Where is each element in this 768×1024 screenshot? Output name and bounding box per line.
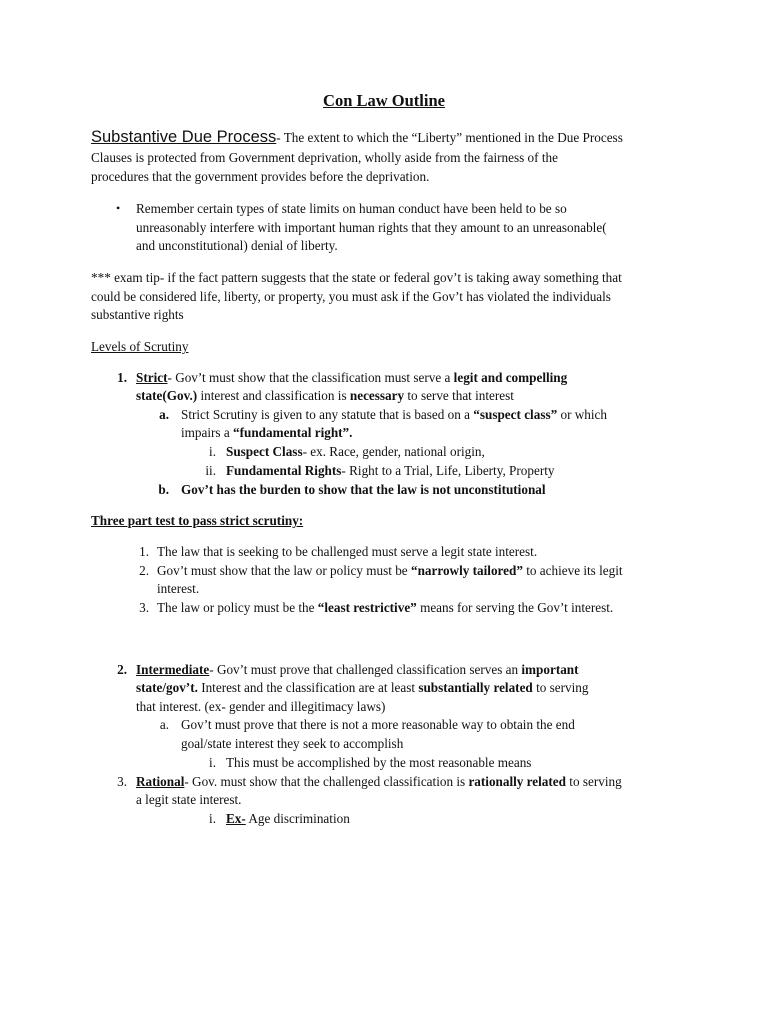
levels-heading: Levels of Scrutiny [91, 339, 189, 354]
rational-example-label: Ex- [226, 811, 246, 826]
fundamental-rights-label: Fundamental Rights [226, 463, 342, 478]
suspect-class-text: - ex. Race, gender, national origin, [302, 444, 485, 459]
three-part-3b: “least restrictive” [317, 600, 417, 615]
rational-i-line [226, 810, 350, 828]
three-part-2c: to achieve its legit [522, 563, 623, 578]
intermediate-a-number: a. [159, 717, 169, 732]
rational-example-text: Age discrimination [245, 811, 350, 826]
three-part-heading: Three part test to pass strict scrutiny: [91, 513, 304, 528]
strict-a-text-2a: impairs a [181, 425, 234, 440]
three-part-item-2-line-1 [157, 562, 623, 580]
tip-line-2: could be considered life, liberty, or property, you must ask if the Gov’t has violated the individuals [91, 289, 611, 304]
strict-a-text-2b: “fundamental right”. [233, 425, 353, 440]
intermediate-line-2 [136, 679, 588, 697]
suspect-class-label: Suspect Class [226, 444, 303, 459]
strict-a-number: a. [159, 407, 169, 422]
strict-text-1b: legit and compelling [453, 370, 568, 385]
strict-line-2 [136, 387, 514, 405]
intermediate-a-line-2: goal/state interest they seek to accomplish [181, 736, 404, 751]
strict-i-line [226, 443, 485, 461]
strict-b-number: b. [158, 482, 169, 497]
strict-a-text-1c: or which [557, 407, 607, 422]
tip-line-3: substantive rights [91, 307, 184, 322]
strict-b-line: Gov’t has the burden to show that the law is not unconstitutional [181, 482, 546, 497]
tip-line-1: *** exam tip- if the fact pattern suggests that the state or federal gov’t is taking away something that [91, 270, 622, 285]
three-part-3a: The law or policy must be the [157, 600, 318, 615]
rational-text-1c: to serving [566, 774, 622, 789]
rational-label: Rational [136, 774, 185, 789]
strict-a-line-1 [181, 406, 607, 424]
intermediate-label: Intermediate [136, 662, 210, 677]
strict-line-1 [136, 369, 567, 387]
strict-text-1a: - Gov’t must show that the classification must serve a [167, 370, 454, 385]
sdp-line-2: Clauses is protected from Government deprivation, wholly aside from the fairness of the [91, 150, 558, 165]
strict-ii-line [226, 462, 554, 480]
intermediate-text-1b: important [521, 662, 579, 677]
intermediate-text-1a: - Gov’t must prove that challenged classification serves an [209, 662, 522, 677]
intermediate-i-line: This must be accomplished by the most reasonable means [226, 755, 532, 770]
three-part-number-1: 1. [139, 544, 149, 559]
fundamental-rights-text: - Right to a Trial, Life, Liberty, Property [341, 463, 555, 478]
sdp-definition-start: - The extent to which the “Liberty” mentioned in the Due Process [276, 130, 623, 145]
intermediate-line-1 [136, 661, 579, 679]
rational-line-2: a legit state interest. [136, 792, 242, 807]
three-part-number-3: 3. [139, 600, 149, 615]
three-part-number-2: 2. [139, 563, 149, 578]
strict-number: 1. [117, 370, 127, 385]
three-part-item-2-line-2: interest. [157, 581, 200, 596]
strict-i-number: i. [209, 444, 216, 459]
three-part-item-3 [157, 599, 613, 617]
three-part-3c: means for serving the Gov’t interest. [416, 600, 614, 615]
rational-number: 3. [117, 774, 127, 789]
strict-a-text-1b: “suspect class” [473, 407, 558, 422]
page-title: Con Law Outline [323, 91, 445, 110]
three-part-2a: Gov’t must show that the law or policy must be [157, 563, 411, 578]
intermediate-text-2c: substantially related [418, 680, 533, 695]
sdp-line-1 [91, 127, 623, 148]
strict-ii-number: ii. [205, 463, 216, 478]
three-part-item-1: The law that is seeking to be challenged must serve a legit state interest. [157, 544, 538, 559]
sdp-heading: Substantive Due Process [91, 128, 277, 146]
intermediate-line-3: that interest. (ex- gender and illegitimacy laws) [136, 699, 386, 714]
three-part-2b: “narrowly tailored” [410, 563, 523, 578]
bullet-line-3: and unconstitutional) denial of liberty. [136, 238, 338, 253]
rational-text-1a: - Gov. must show that the challenged classification is [184, 774, 469, 789]
rational-line-1 [136, 773, 622, 791]
bullet-line-1: Remember certain types of state limits on human conduct have been held to be so [136, 201, 567, 216]
strict-label: Strict [136, 370, 168, 385]
rational-i-number: i. [209, 811, 216, 826]
bullet-icon: • [116, 201, 121, 215]
strict-a-line-2 [181, 424, 352, 442]
intermediate-text-2d: to serving [532, 680, 589, 695]
intermediate-text-2a: state/gov’t. [136, 680, 198, 695]
strict-text-2c: necessary [349, 388, 405, 403]
sdp-line-3: procedures that the government provides before the deprivation. [91, 169, 430, 184]
strict-text-2b: interest and classification is [197, 388, 350, 403]
strict-text-2a: state(Gov.) [136, 388, 198, 403]
intermediate-text-2b: Interest and the classification are at least [197, 680, 419, 695]
rational-text-1b: rationally related [468, 774, 566, 789]
intermediate-number: 2. [117, 662, 127, 677]
intermediate-i-number: i. [209, 755, 216, 770]
intermediate-a-line-1: Gov’t must prove that there is not a more reasonable way to obtain the end [181, 717, 575, 732]
strict-a-text-1a: Strict Scrutiny is given to any statute that is based on a [181, 407, 474, 422]
bullet-line-2: unreasonably interfere with important human rights that they amount to an unreasonable( [136, 220, 607, 235]
strict-text-2d: to serve that interest [404, 388, 514, 403]
